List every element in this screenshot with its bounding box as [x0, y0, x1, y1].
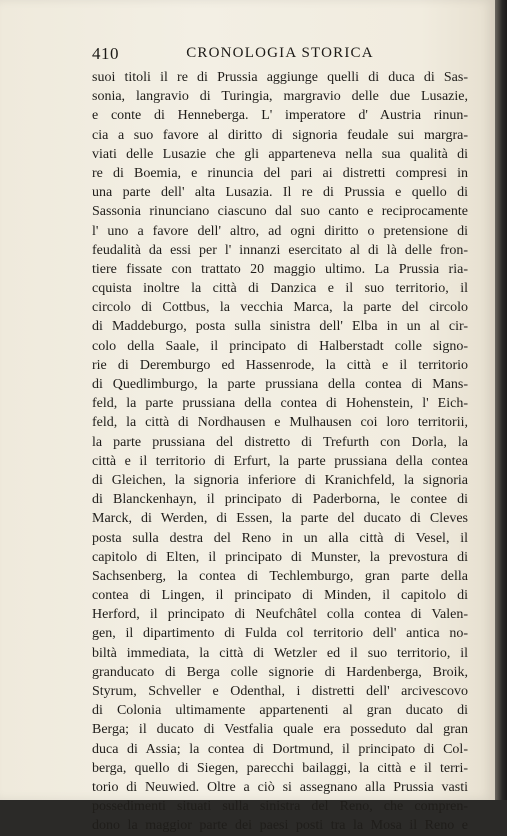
text-line: capitolo di Elten, il principato di Munster, la prevostura di — [92, 549, 468, 565]
text-line: Styrum, Schveller e Odenthal, i distretti dell' arcivescovo — [92, 684, 468, 699]
text-line: colo della Saale, il principato di Halberstadt colle signo- — [92, 338, 468, 354]
text-line: feudalità da essi per l' innanzi esercitato al di là delle fron- — [92, 242, 468, 258]
text-line: città e il territorio di Erfurt, la parte prussiana della contea — [92, 453, 468, 469]
text-line: di Blanckenhayn, il principato di Paderborna, le contee di — [92, 492, 468, 508]
text-line: la parte prussiana del distretto di Trefurth con Dorla, la — [92, 434, 468, 450]
text-line: feld, la parte prussiana della contea di Hohenstein, l' Eich- — [92, 396, 468, 412]
text-line: cia a suo favore al diritto di signoria feudale sui margra- — [92, 127, 468, 143]
text-line: Sachsenberg, la contea di Techlemburgo, gran parte della — [92, 568, 468, 584]
body-text — [92, 68, 468, 836]
text-line: circolo di Cottbus, la vecchia Marca, la parte del circolo — [92, 300, 468, 316]
text-line: duca di Assia; la contea di Dortmund, il principato di Col- — [92, 741, 468, 757]
text-line: e conte di Henneberga. L' imperatore d' Austria rinun- — [92, 108, 468, 124]
text-line: tiere fissate con trattato 20 maggio ultimo. La Prussia ria- — [92, 261, 468, 277]
text-line: dono la maggior parte dei paesi posti tra la Mosa il Reno e — [92, 818, 468, 834]
text-line: possedimenti situati sulla sinistra del Reno, che compren- — [92, 799, 468, 815]
text-line: una parte dell' alta Lusazia. Il re di Prussia e quello di — [92, 185, 468, 201]
text-line: di Gleichen, la signoria inferiore di Kranichfeld, la signoria — [92, 472, 468, 488]
text-line: viati delle Lusazie che gli apparteneva nella sua qualità di — [92, 146, 468, 162]
text-line: re di Boemia, e rinuncia del pari ai distretti compresi in — [92, 165, 468, 181]
text-line: berga, quello di Siegen, parecchi bailaggi, la città e il terri- — [92, 760, 468, 776]
page-number: 410 — [92, 44, 119, 63]
page-edge — [495, 0, 507, 800]
text-line: feld, la città di Nordhausen e Mulhausen coi loro territorii, — [92, 415, 468, 431]
text-line: di Maddeburgo, posta sulla sinistra dell' Elba in un al cir- — [92, 319, 468, 335]
text-line: cquista inoltre la città di Danzica e il suo territorio, il — [92, 281, 468, 297]
text-line: Marck, di Werden, di Essen, la parte del ducato di Cleves — [92, 511, 468, 527]
text-line: biltà immediata, la città di Wetzler ed il suo territorio, il — [92, 645, 468, 661]
text-line: gen, il dipartimento di Fulda col territorio dell' antica no- — [92, 626, 468, 642]
text-line: l' uno a favore dell' altro, ad ogni diritto o pretensione di — [92, 223, 468, 239]
running-head: CRONOLOGIA STORICA — [186, 45, 374, 61]
text-line: posta sulla destra del Reno in un alla città di Vesel, il — [92, 530, 468, 546]
text-line: torio di Neuwied. Oltre a ciò si assegnano alla Prussia vasti — [92, 779, 468, 795]
text-line: granducato di Berga colle signorie di Hardenberga, Broik, — [92, 664, 468, 680]
text-line: Herford, il principato di Neufchâtel colla contea di Valen- — [92, 607, 468, 623]
text-line: rie di Deremburgo ed Hassenrode, la città e il territorio — [92, 357, 468, 373]
text-line: sonia, langravio di Turingia, margravio delle due Lusazie, — [92, 89, 468, 105]
page-header — [92, 44, 468, 66]
text-line: Berga; il ducato di Vestfalia quale era posseduto dal gran — [92, 722, 468, 738]
text-line: di Colonia ultimamente appartenenti al gran ducato di — [92, 703, 468, 719]
text-line: Sassonia rinunciano ciascuno dal suo canto e reciprocamente — [92, 204, 468, 220]
text-line: di Quedlimburgo, la parte prussiana della contea di Mans- — [92, 377, 468, 392]
text-line: suoi titoli il re di Prussia aggiunge quelli di duca di Sas- — [92, 70, 468, 85]
text-line: contea di Lingen, il principato di Minden, il capitolo di — [92, 588, 468, 604]
